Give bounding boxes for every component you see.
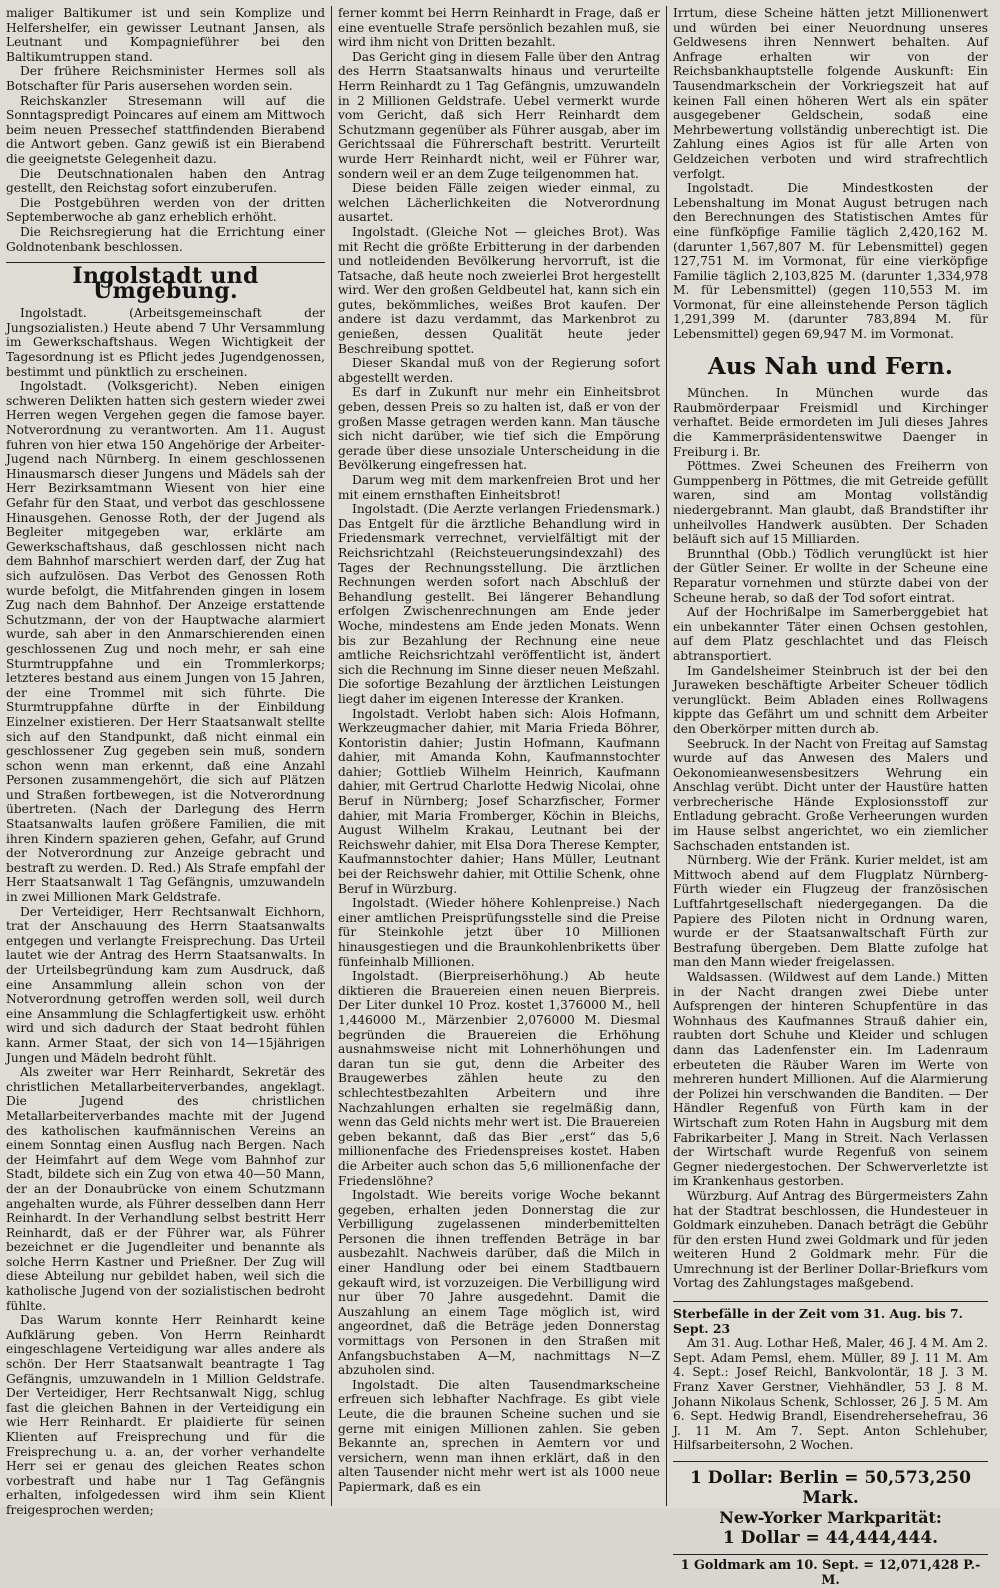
article-einheitsbrot: Es darf in Zukunft nur mehr ein Einheitsbrot geben, dessen Preis so zu halten ist, daß er von der großen Masse getragen werden kann. Man täusche sich nicht darüber, wie tief sich die Empörung gerade über diese unsoziale Unterscheidung in die Bevölkerung eingefressen hat. [338, 385, 660, 473]
article-arbeitsgemeinschaft: Ingolstadt. (Arbeitsgemeinschaft der Jungsozialisten.) Heute abend 7 Uhr Versammlung im Gewerkschaftshaus. Wegen Wichtigkeit der Tagesordnung ist es Pflicht jedes Jugendgenossen, bestimmt und pünktlich zu erscheinen. [6, 306, 325, 379]
dollar-berlin-rate: 1 Dollar: Berlin = 50,573,250 Mark. [690, 1468, 971, 1508]
article-reinhardt-cont: ferner kommt bei Herrn Reinhardt in Frage, daß er eine eventuelle Strafe persönlich bezahlen muß, sie wird ihm nicht von Dritten bezahlt. [338, 6, 660, 50]
article-hermes: Der frühere Reichsminister Hermes soll als Botschafter für Paris ausersehen worden sein. [6, 64, 325, 93]
article-poettmes: Pöttmes. Zwei Scheunen des Freiherrn von Gumppenberg in Pöttmes, die mit Getreide gefüllt waren, sind am Montag vollständig niedergebrannt. Man glaubt, daß Brandstifter ihr unheilvolles Handwerk ausübten. Der Schaden beläuft sich auf 15 Milliarden. [673, 459, 988, 547]
article-goldnotenbank: Die Reichsregierung hat die Errichtung einer Goldnotenbank beschlossen. [6, 224, 325, 254]
column-left [0, 6, 332, 1517]
article-waldsassen: Waldsassen. (Wildwest auf dem Lande.) Mitten in der Nacht drangen zwei Diebe unter Aufsprengen der hinteren Schupfentüre in das Wohnhaus des Kaufmannes Strauß dahier ein, raubten dort Schuhe und Kleider und schlugen dann das Ladenfenster ein. Im Ladenraum erbeuteten die Räuber Waren im Werte von mehreren hundert Millionen. Auf die Alarmierung der Polizei hin verschwanden die Banditen. — Der Händler Regenfuß von Fürth kam in der Wirtschaft zum Roten Hahn in Augsburg mit dem Fabrikarbeiter J. Mang in Streit. Nach Verlassen der Wirtschaft wurde Regenfuß von seinem Gegner niedergestochen. Der Schwerverletzte ist im Krankenhaus gestorben. [673, 970, 988, 1189]
article-seebruck: Seebruck. In der Nacht von Freitag auf Samstag wurde auf das Anwesen des Malers und Oekonomieanwesensbesitzers Wehrung ein Anschlag verübt. Dicht unter der Haustüre hatten verbrecherische Hände Explosionsstoff zur Entladung gebracht. Große Verheerungen wurden im Hause selbst angerichtet, wo ein ziemlicher Sachschaden entstanden ist. [673, 736, 988, 853]
article-gandelsheim: Im Gandelsheimer Steinbruch ist der bei den Juraweken beschäftigte Arbeiter Scheuer tödlich verunglückt. Beim Abladen eines Rollwagens kippte das Gefährt um und schnitt dem Arbeiter den Oberkörper mitten durch ab. [673, 663, 988, 736]
section-heading-ingolstadt: Ingolstadt und Umgebung. [72, 263, 259, 304]
article-irrtum: Irrtum, diese Scheine hätten jetzt Millionenwert und würden bei einer Neuordnung unseres Geldwesens ihren Nennwert behalten. Auf Anfrage erhalten wir von der Reichsbankhauptstelle folgende Auskunft: Ein Tausendmarkschein der Vorkriegszeit hat auf keinen Fall einen höheren Wert als ein später ausgegebener Geldschein, sodaß eine Mehrbewertung vollständig unberechtigt ist. Die Zahlung eines Agios ist für alle Arten von Geldzeichen verboten und wird strafrechtlich verfolgt. [673, 6, 988, 181]
article-verlobt: Ingolstadt. Verlobt haben sich: Alois Hofmann, Werkzeugmacher dahier, mit Maria Frieda Böhrer, Kontoristin dahier; Justin Hofmann, Kaufmann dahier, mit Amanda Kohn, Kaufmannstochter dahier; Gottlieb Wilhelm Heinrich, Kaufmann dahier, mit Gertrud Charlotte Hedwig Nicolai, ohne Beruf in Nürnberg; Josef Scharzfischer, Former dahier, mit Maria Fromberger, Köchin in Bleichs, August Wilhelm Krakau, Leutnant bei der Reichswehr dahier, mit Elsa Dora Therese Kempter, Kaufmannstochter dahier; Hans Müller, Leutnant bei der Reichswehr dahier, mit Ottilie Schenk, ohne Beruf in Würzburg. [338, 706, 660, 896]
column-right [667, 6, 994, 1588]
article-verteidiger: Der Verteidiger, Herr Rechtsanwalt Eichhorn, trat der Anschauung des Herrn Staatsanwalts entgegen und verlangte Freisprechung. Das Urteil lautet wie der Antrag des Herrn Staatsanwalts. In der Urteilsbegründung kam zum Ausdruck, daß eine Ansammlung allein schon von der Notverordnung getroffen werden soll, weil durch eine Ansammlung die Schlagfertigkeit usw. erhöht wird und sich dadurch der Staat bedroht fühlen kann. Armer Staat, der sich von 14—15jährigen Jungen und Mädeln bedroht fühlt. [6, 904, 325, 1065]
article-warum: Das Warum konnte Herr Reinhardt keine Aufklärung geben. Von Herrn Reinhardt eingeschlagene Verteidigung war alles andere als schön. Der Herr Staatsanwalt beantragte 1 Tag Gefängnis, umzuwandeln in 1 Million Geldstrafe. Der Verteidiger, Herr Rechtsanwalt Nigg, schlug fast die gleichen Bahnen in der Verteidigung ein wie Herr Reinhardt. Er plaidierte für seinen Klienten auf Freisprechung und für die Freisprechung u. a. an, der vorher verhandelte Herr sei er genau des gleichen Reates schon vorbestraft und habe nur 1 Tag Gefängnis erhalten, infolgedessen wird ihm sein Klient freigesprochen werden; [6, 1313, 325, 1517]
deaths-title: Sterbefälle in der Zeit vom 31. Aug. bis 7. Sept. 23 [673, 1301, 988, 1336]
deaths-list: Am 31. Aug. Lothar Heß, Maler, 46 J. 4 M. Am 2. Sept. Adam Pemsl, ehem. Müller, 89 J. 11 M. Am 4. Sept.: Josef Reichl, Bankvolontär, 18 J. 3 M. Franz Xaver Gerstner, Viehhändler, 53 J. 8 M. Johann Nikolaus Schenk, Schlosser, 26 J. 5 M. Am 6. Sept. Hedwig Brandl, Eisendrehersehefrau, 36 J. 11 M. Am 7. Sept. Anton Schlehuber, Hilfsarbeitersohn, 2 Wochen. [673, 1336, 988, 1453]
column-middle [332, 6, 667, 1506]
article-aerzte: Ingolstadt. (Die Aerzte verlangen Friedensmark.) Das Entgelt für die ärztliche Behandlung wird in Friedensmark verrechnet, vervielfältigt mit der Reichsrichtzahl (Reichsteuerungsindexzahl) des Tages der Rechnungsstellung. Die ärztlichen Rechnungen werden sofort nach Abschluß der Behandlung gestellt. Bei längerer Behandlung erfolgen Zwischenrechnungen am Ende jeder Woche, mindestens am Ende jeden Monats. Wenn bis zur Bezahlung der Rechnung eine neue amtliche Reichsrichtzahl veröffentlicht ist, ändert sich die Rechnung im Sinne dieser neuen Meßzahl. Die sofortige Bezahlung der ärztlichen Leistungen liegt daher im eigenen Interesse der Kranken. [338, 502, 660, 706]
article-markenfrei: Darum weg mit dem markenfreien Brot und her mit einem ernsthaften Einheitsbrot! [338, 473, 660, 502]
article-nuernberg: Nürnberg. Wie der Fränk. Kurier meldet, ist am Mittwoch abend auf dem Flugplatz Nürnberg-Fürth wieder ein Flugzeug der französischen Luftfahrtgesellschaft niedergegangen. Da die Papiere des Piloten nicht in Ordnung waren, wurde er der Staatsanwaltschaft Fürth zur Bestrafung übergeben. Dem Blatte zufolge hat man den Mann wieder freigelassen. [673, 853, 988, 970]
article-brot: Ingolstadt. (Gleiche Not — gleiches Brot). Was mit Recht die größte Erbitterung in der darbenden und notleidenden Bevölkerung hervorruft, ist die Tatsache, daß heute noch zweierlei Brot hergestellt wird. Wer den großen Geldbeutel hat, kann sich ein gutes, bekömmliches, weißes Brot kaufen. Der andere ist dazu verdammt, das Markenbrot zu genießen, dessen Qualität heute jeder Beschreibung spottet. [338, 224, 660, 356]
article-volksgericht: Ingolstadt. (Volksgericht). Neben einigen schweren Delikten hatten sich gestern wieder zwei Herren wegen Vergehen gegen die famose bayer. Notverordnung zu verantworten. Am 11. August fuhren von hier etwa 150 Angehörige der Arbeiter-Jugend nach Nürnberg. In einem geschlossenen Hinausmarsch dieser Jungens und Mädels sah der Herr Bezirksamtmann Wiesent von hier eine Gefahr für den Staat, und verbot das geschlossene Hinausgehen. Genosse Roth, der der Jugend als Begleiter mitgegeben war, erklärte am Gewerkschaftshaus, daß geschlossen nicht nach dem Bahnhof marschiert werden darf, der Zug hat sich aufzulösen. Das Verbot des Genossen Roth wurde befolgt, die Mitfahrenden gingen in losem Zug nach dem Bahnhof. Der Anzeige erstattende Schutzmann, der von der Hauptwache alarmiert wurde, sah aber in den Anmarschierenden einen geschlossenen Zug und noch mehr, er sah eine Sturmtruppfahne und ein Trommlerkorps; letzteres bestand aus einem Jungen von 15 Jahren, der eine Trommel mit sich führte. Die Sturmtruppfahne dürfte in der Einbildung Einzelner existieren. Der Herr Staatsanwalt stellte sich auf den Standpunkt, daß nicht einmal ein geschlossener Zug gegeben sein muß, sondern schon wenn man erkennt, daß eine Anzahl Personen zusammengehört, die sich auf Plätzen und Straßen fortbewegen, ist die Notverordnung übertreten. (Nach der Darlegung des Herrn Staatsanwalts laufen größere Familien, die mit ihren Kindern spazieren gehen, Gefahr, auf Grund der Notverordnung zur Anzeige gebracht und bestraft zu werden. D. Red.) Als Strafe empfahl der Herr Staatsanwalt 1 Tag Gefängnis, umzuwandeln in zwei Millionen Mark Geldstrafe. [6, 379, 325, 905]
article-bierpreis: Ingolstadt. (Bierpreiserhöhung.) Ab heute diktieren die Brauereien einen neuen Bierpreis. Der Liter dunkel 10 Proz. kostet 1,376000 M., hell 1,446000 M., Märzenbier 2,076000 M. Diesmal begründen die Brauereien die Erhöhung ausnahmsweise nicht mit Lohnerhöhungen und daran tun sie gut, denn die Arbeiter des Braugewerbes zählen heute zu den schlechtestbezahlten Arbeitern und ihre Nachzahlungen erhalten sie regelmäßig dann, wenn das Geld nichts mehr wert ist. Die Brauereien geben bekannt, daß das Bier „erst“ das 5,6 millionenfache des Friedenspreises kostet. Haben die Arbeiter auch schon das 5,6 millionenfache der Friedenslöhne? [338, 969, 660, 1188]
section-heading-aus-nah-und-fern: Aus Nah und Fern. [707, 352, 954, 380]
article-brunnthal: Brunnthal (Obb.) Tödlich verunglückt ist hier der Gütler Seiner. Er wollte in der Scheune eine Reparatur vornehmen und stürzte dabei von der Scheune herab, so daß der Tod sofort eintrat. [673, 546, 988, 605]
dollar-newyork-title: New-Yorker Markparität: [719, 1508, 942, 1527]
article-gericht: Das Gericht ging in diesem Falle über den Antrag des Herrn Staatsanwalts hinaus und verurteilte Herrn Reinhardt zu 1 Tag Gefängnis, umzuwandeln in 2 Millionen Geldstrafe. Uebel vermerkt wurde vom Gericht, daß sich Herr Reinhardt dem Schutzmann gegenüber als Führer ausgab, aber im Gerichtssaal die Führerschaft bestritt. Verurteilt wurde Herr Reinhardt nicht, weil er Führer war, sondern weil er an dem Zuge teilgenommen hat. [338, 49, 660, 181]
article-muenchen: München. In München wurde das Raubmörderpaar Freismidl und Kirchinger verhaftet. Beide ermordeten im Juli dieses Jahres die Kammerpräsidentenswitwe Daenger in Freiburg i. Br. [673, 386, 988, 459]
article-faelle: Diese beiden Fälle zeigen wieder einmal, zu welchen Lächerlichkeiten die Notverordnung ausartet. [338, 181, 660, 225]
article-tausendmarkscheine: Ingolstadt. Die alten Tausendmarkscheine erfreuen sich lebhafter Nachfrage. Es gibt viele Leute, die die braunen Scheine suchen und sie gerne mit einigen Millionen zahlen. Sie geben Bekannte an, sprechen in Aemtern vor und versichern, wenn man ihnen erklärt, daß in den alten Tausender nicht mehr wert ist als 1000 neue Papiermark, daß es ein [338, 1377, 660, 1494]
article-lebenshaltung: Ingolstadt. Die Mindestkosten der Lebenshaltung im Monat August betrugen nach den Berechnungen des Statistischen Amtes für eine fünfköpfige Familie täglich 2,420,162 M. (darunter 1,567,807 M. für Lebensmittel) gegen 127,751 M. im Vormonat, für eine vierköpfige Familie täglich 2,103,825 M. (darunter 1,334,978 M. für Lebensmittel) (gegen 110,553 M. im Vormonat, für eine alleinstehende Person täglich 1,291,399 M. (darunter 783,894 M. für Lebensmittel) gegen 69,947 M. im Vormonat. [673, 181, 988, 342]
goldmark-rate: 1 Goldmark am 10. Sept. = 12,071,428 P.-M. [673, 1554, 988, 1588]
article-baltikumer: maliger Baltikumer ist und sein Komplize und Helfershelfer, ein gewisser Leutnant Jansen, als Leutnant und Kompagnieführer bei den Baltikumtruppen stand. [6, 6, 325, 64]
article-hochrissalpe: Auf der Hochrißalpe im Samerberggebiet hat ein unbekannter Täter einen Ochsen gestohlen, auf dem Platz geschlachtet und das Fleisch abtransportiert. [673, 605, 988, 663]
article-kohlenpreise: Ingolstadt. (Wieder höhere Kohlenpreise.) Nach einer amtlichen Preisprüfungsstelle sind die Preise für Steinkohle jetzt über 10 Millionen hinausgestiegen und die Braunkohlenbriketts über fünfeinhalb Millionen. [338, 896, 660, 969]
article-postgebuehren: Die Postgebühren werden von der dritten Septemberwoche ab ganz erheblich erhöht. [6, 195, 325, 225]
exchange-rate-box [673, 1461, 988, 1548]
article-milchverbilligung: Ingolstadt. Wie bereits vorige Woche bekannt gegeben, erhalten jeden Donnerstag die zur Verbilligung zugelassenen minderbemittelten Personen die ihnen treffenden Beträge in bar ausbezahlt. Nachweis darüber, daß die Milch in einer Handlung oder bei einem Stadtbauern gekauft wird, ist vorzuzeigen. Die Verbilligung wird nur über 70 Jahre ausgedehnt. Damit die Auszahlung an einem Tage möglich ist, wird angeordnet, daß die Beträge jeden Donnerstag vormittags von Personen in den Straßen mit Anfangsbuchstaben A—M, nachmittags N—Z abzuholen sind. [338, 1188, 660, 1378]
article-deutschnationale: Die Deutschnationalen haben den Antrag gestellt, den Reichstag sofort einzuberufen. [6, 166, 325, 196]
article-stresemann: Reichskanzler Stresemann will auf die Sonntagspredigt Poincares auf einem am Mittwoch beim neuen Pressechef stattfindenden Bierabend die Antwort geben. Ganz gewiß ist ein Bierabend die geeignetste Gelegenheit dazu. [6, 93, 325, 166]
text-columns [0, 6, 994, 1588]
article-reinhardt: Als zweiter war Herr Reinhardt, Sekretär des christlichen Metallarbeiterverbandes, angeklagt. Die Jugend des christlichen Metallarbeiterverbandes machte mit der Jugend des katholischen kaufmännischen Vereins an einem Sonntag einen Ausflug nach Bergen. Nach der Heimfahrt auf dem Wege vom Bahnhof zur Stadt, bildete sich ein Zug von etwa 40—50 Mann, der an der Donaubrücke von einem Schutzmann angehalten wurde, als Führer desselben dann Herr Reinhardt. In der Verhandlung selbst bestritt Herr Reinhardt, daß er der Führer war, als Führer bezeichnet er die Jugendleiter und benannte als solche Herrn Kastner und Prießner. Der Zug will diese Abteilung nur gebildet haben, weil sich die katholische Jugend von der sozialistischen bedroht fühlte. [6, 1065, 325, 1313]
article-wuerzburg: Würzburg. Auf Antrag des Bürgermeisters Zahn hat der Stadtrat beschlossen, die Hundesteuer in Goldmark einzuheben. Danach beträgt die Gebühr für den ersten Hund zwei Goldmark und für jeden weiteren Hund 2 Goldmark mehr. Für die Umrechnung ist der Berliner Dollar-Briefkurs vom Vortag des Zahlungstages maßgebend. [673, 1188, 988, 1291]
dollar-newyork-rate: 1 Dollar = 44,444,444. [722, 1528, 939, 1548]
article-skandal: Dieser Skandal muß von der Regierung sofort abgestellt werden. [338, 356, 660, 385]
